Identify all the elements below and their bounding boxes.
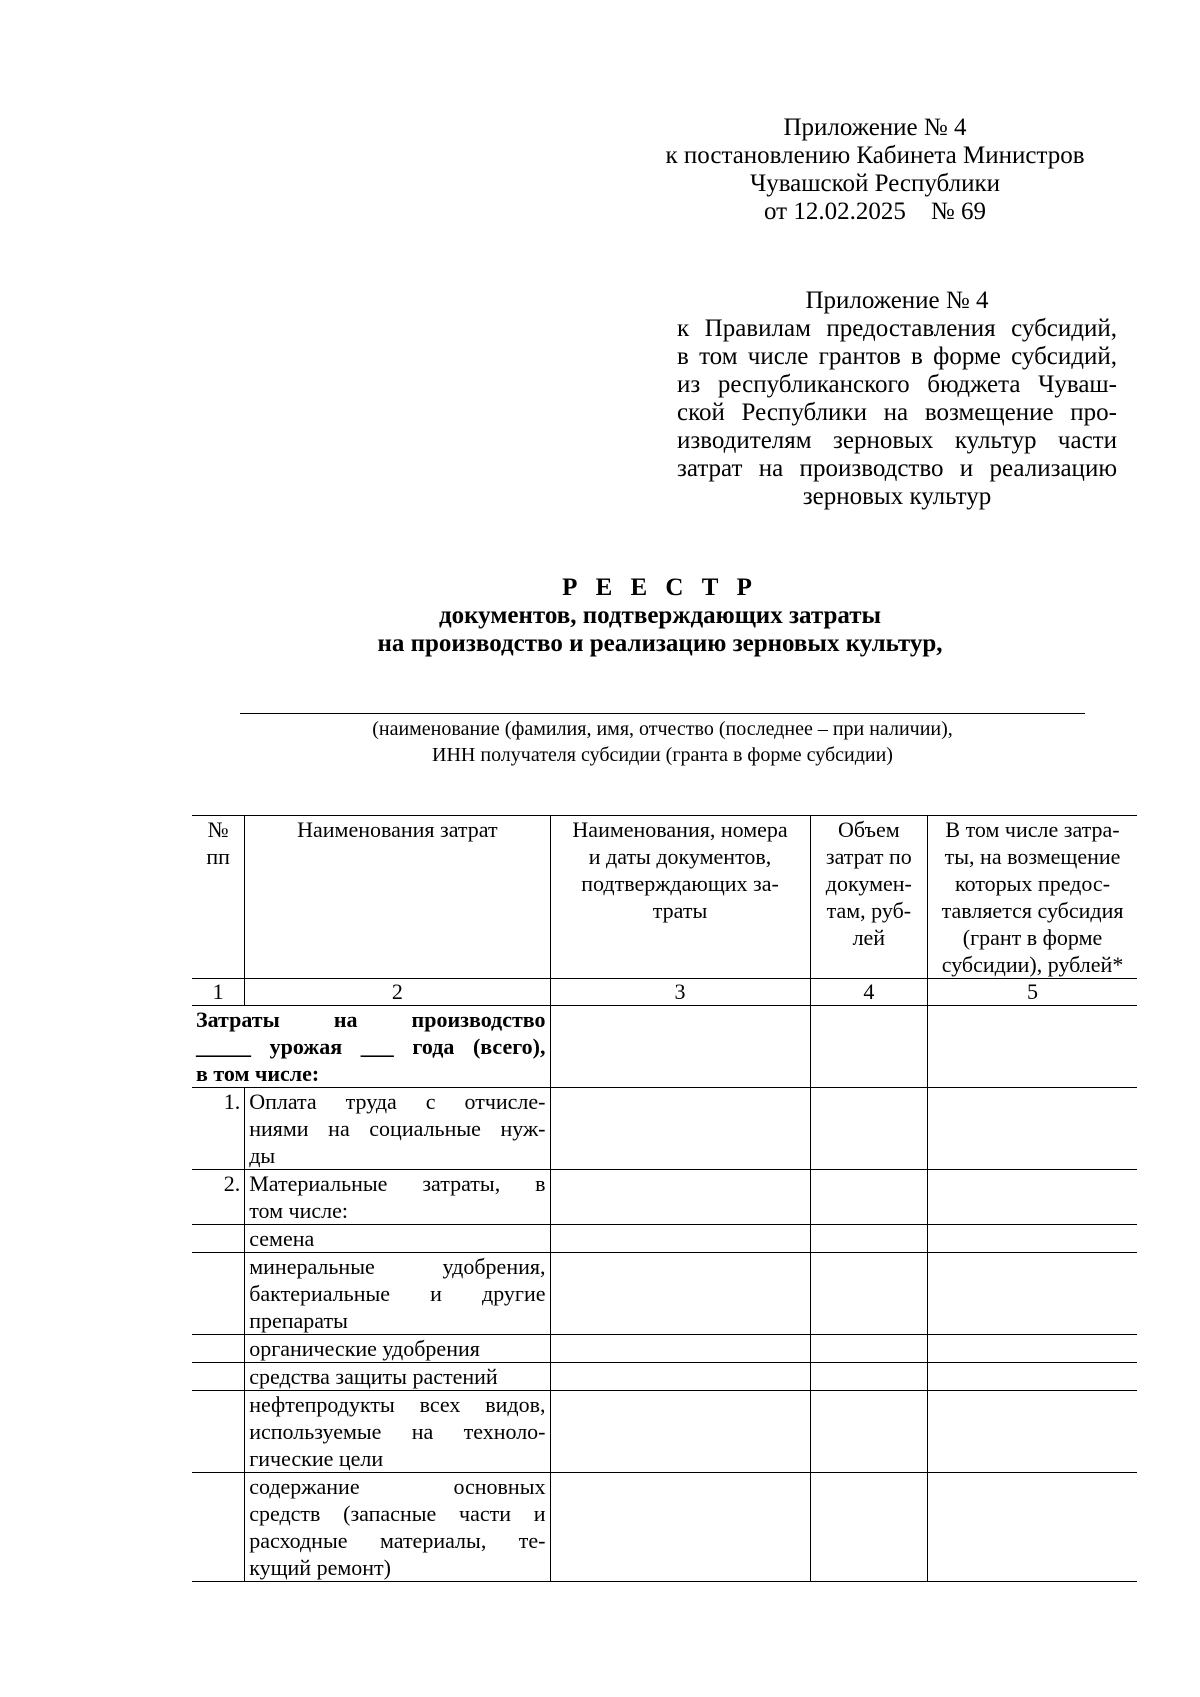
header-cell-number: № пп — [192, 816, 245, 979]
table-row — [192, 1391, 1137, 1473]
document-title: Р Е Е С Т Р — [562, 574, 758, 601]
table-cell — [810, 1170, 927, 1225]
table-header-row — [192, 816, 1137, 979]
decree-annex-header — [640, 114, 1110, 226]
rules-annex-text — [677, 315, 1117, 511]
table-row-total — [192, 1006, 1137, 1088]
row-number — [192, 1363, 245, 1391]
document-subtitle: документов, подтверждающих затраты — [438, 602, 882, 629]
table-cell — [928, 1006, 1137, 1088]
header-cell-amount: Объем затрат по докумен- там, руб- лей — [810, 816, 927, 979]
column-index-row — [192, 979, 1137, 1006]
row-number — [192, 1335, 245, 1363]
table-cell — [550, 1253, 810, 1335]
row-number — [192, 1225, 245, 1253]
decree-date-number: от 12.02.2025 № 69 — [764, 198, 986, 225]
cost-name: Материальные затраты, в том числе: — [245, 1170, 550, 1225]
table-cell — [550, 1088, 810, 1170]
table-row — [192, 1170, 1137, 1225]
column-index: 1 — [192, 979, 245, 1006]
cost-name: средства защиты растений — [245, 1363, 550, 1391]
rules-annex-line: из республиканского бюджета Чуваш- — [677, 371, 1117, 398]
header-cell-cost-name: Наименования затрат — [245, 816, 550, 979]
table-row — [192, 1473, 1137, 1582]
table-cell — [810, 1335, 927, 1363]
table-row — [192, 1225, 1137, 1253]
row-number — [192, 1473, 245, 1582]
table-cell — [928, 1170, 1137, 1225]
table-cell — [810, 1225, 927, 1253]
table-cell — [810, 1006, 927, 1088]
table-cell — [810, 1253, 927, 1335]
table-cell — [550, 1335, 810, 1363]
table-cell — [810, 1363, 927, 1391]
table-cell — [928, 1335, 1137, 1363]
header-cell-documents: Наименования, номера и даты документов, подтверждающих за- траты — [550, 816, 810, 979]
table-cell — [928, 1473, 1137, 1582]
table-row — [192, 1335, 1137, 1363]
rules-annex-line: зерновых культур — [802, 483, 992, 510]
recipient-caption-line: ИНН получателя субсидии (гранта в форме субсидии) — [432, 744, 893, 766]
cost-name: Оплата труда с отчисле- ниями на социальные нуж- ды — [245, 1088, 550, 1170]
table-cell — [550, 1391, 810, 1473]
document-heading — [300, 574, 1020, 658]
total-cost-label: Затраты на производство _____ урожая ___ года (всего), в том числе: — [192, 1006, 550, 1088]
rules-annex-header — [677, 287, 1117, 511]
table-cell — [550, 1006, 810, 1088]
table-row — [192, 1363, 1137, 1391]
table-cell — [928, 1225, 1137, 1253]
table-cell — [810, 1088, 927, 1170]
decree-annex-line: к постановлению Кабинета Министров — [665, 142, 1085, 169]
table-cell — [810, 1391, 927, 1473]
document-subtitle: на производство и реализацию зерновых культур, — [377, 630, 943, 657]
row-number: 2. — [192, 1170, 245, 1225]
row-number: 1. — [192, 1088, 245, 1170]
cost-name: семена — [245, 1225, 550, 1253]
row-number — [192, 1253, 245, 1335]
table-cell — [928, 1253, 1137, 1335]
table-cell — [928, 1088, 1137, 1170]
decree-annex-line: Чувашской Республики — [749, 170, 1001, 197]
table-cell — [550, 1363, 810, 1391]
decree-annex-title: Приложение № 4 — [783, 114, 967, 141]
column-index: 5 — [928, 979, 1137, 1006]
recipient-caption — [240, 716, 1085, 768]
column-index: 2 — [245, 979, 550, 1006]
registry-table — [192, 815, 1137, 1582]
cost-name: содержание основных средств (запасные части и расходные материалы, те- кущий ремонт) — [245, 1473, 550, 1582]
table-row — [192, 1088, 1137, 1170]
rules-annex-title: Приложение № 4 — [805, 287, 989, 314]
cost-name: нефтепродукты всех видов, используемые на техноло- гические цели — [245, 1391, 550, 1473]
cost-name: органические удобрения — [245, 1335, 550, 1363]
rules-annex-line: затрат на производство и реализацию — [677, 455, 1117, 482]
table-row — [192, 1253, 1137, 1335]
recipient-caption-line: (наименование (фамилия, имя, отчество (последнее – при наличии), — [372, 718, 953, 740]
row-number — [192, 1391, 245, 1473]
cost-name: минеральные удобрения, бактериальные и другие препараты — [245, 1253, 550, 1335]
rules-annex-line: в том числе грантов в форме субсидий, — [677, 343, 1117, 370]
header-cell-subsidized: В том числе затра- ты, на возмещение которых предос- тавляется субсидия (грант в форме субсидии), рублей* — [928, 816, 1137, 979]
column-index: 4 — [810, 979, 927, 1006]
column-index: 3 — [550, 979, 810, 1006]
table-cell — [810, 1473, 927, 1582]
rules-annex-line: изводителям зерновых культур части — [677, 427, 1117, 454]
table-cell — [928, 1363, 1137, 1391]
rules-annex-line: ской Республики на возмещение про- — [677, 399, 1117, 426]
table-cell — [550, 1170, 810, 1225]
rules-annex-line: к Правилам предоставления субсидий, — [677, 315, 1117, 342]
table-cell — [928, 1391, 1137, 1473]
table-cell — [550, 1225, 810, 1253]
table-cell — [550, 1473, 810, 1582]
recipient-name-line — [240, 713, 1085, 714]
